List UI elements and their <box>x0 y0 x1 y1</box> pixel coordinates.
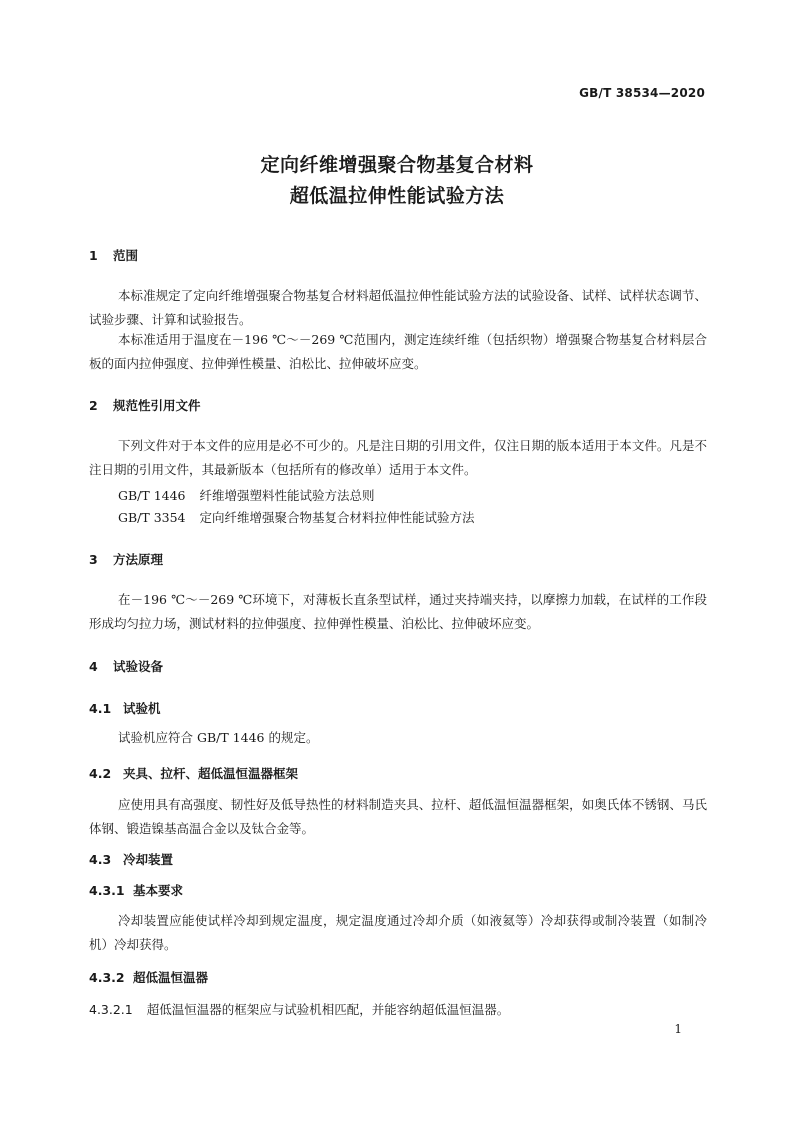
reference-title: 纤维增强塑料性能试验方法总则 <box>199 488 375 503</box>
standard-number: GB/T 38534—2020 <box>579 86 705 100</box>
clause-number: 4.3.2.1 <box>89 1002 133 1017</box>
section-number: 4.2 <box>89 766 112 781</box>
section-3-heading <box>89 550 163 568</box>
subsection-4-1-paragraph: 试验机应符合 GB/T 1446 的规定。 <box>118 730 319 745</box>
section-1-paragraph-2: 本标准适用于温度在－196 ℃～－269 ℃范围内，测定连续纤维（包括织物）增强聚合物基复合材料层合板的面内拉伸强度、拉伸弹性模量、泊松比、拉伸破坏应变。 <box>89 332 707 371</box>
section-title: 基本要求 <box>133 883 184 898</box>
section-2-paragraph-1: 下列文件对于本文件的应用是必不可少的。凡是注日期的引用文件，仅注日期的版本适用于本文件。凡是不注日期的引用文件，其最新版本（包括所有的修改单）适用于本文件。 <box>89 438 707 477</box>
normative-reference-2 <box>118 508 475 526</box>
section-title: 方法原理 <box>113 552 164 567</box>
document-title-line1: 定向纤维增强聚合物基复合材料 <box>260 154 534 176</box>
section-title: 规范性引用文件 <box>113 398 201 413</box>
reference-code: GB/T 3354 <box>118 510 186 525</box>
subsection-4-2-heading <box>89 764 298 782</box>
section-title: 冷却装置 <box>123 852 174 867</box>
normative-reference-1 <box>118 486 375 504</box>
clause-4-3-2-1 <box>89 1000 707 1018</box>
subsection-4-3-heading <box>89 850 173 868</box>
section-2-heading <box>89 396 201 414</box>
section-number: 4.3.2 <box>89 970 125 985</box>
document-title-line2: 超低温拉伸性能试验方法 <box>289 185 505 207</box>
section-title: 试验机 <box>123 701 161 716</box>
section-title: 范围 <box>113 248 139 263</box>
section-title: 试验设备 <box>113 659 164 674</box>
section-title: 超低温恒温器 <box>133 970 209 985</box>
section-number: 4.1 <box>89 701 112 716</box>
section-number: 1 <box>89 248 98 263</box>
section-number: 4 <box>89 659 98 674</box>
subsection-4-3-1-paragraph: 冷却装置应能使试样冷却到规定温度，规定温度通过冷却介质（如液氦等）冷却获得或制冷装置（如制冷机）冷却获得。 <box>89 913 707 952</box>
reference-code: GB/T 1446 <box>118 488 186 503</box>
clause-text: 超低温恒温器的框架应与试验机相匹配，并能容纳超低温恒温器。 <box>146 1002 510 1017</box>
section-1-heading <box>89 246 138 264</box>
section-3-paragraph-1: 在－196 ℃～－269 ℃环境下，对薄板长直条型试样，通过夹持端夹持，以摩擦力加载，在试样的工作段形成均匀拉力场，测试材料的拉伸强度、拉伸弹性模量、泊松比、拉伸破坏应变。 <box>89 592 707 631</box>
subsection-4-3-1-heading <box>89 881 183 899</box>
section-1-paragraph-1: 本标准规定了定向纤维增强聚合物基复合材料超低温拉伸性能试验方法的试验设备、试样、试样状态调节、试验步骤、计算和试验报告。 <box>89 288 707 327</box>
section-number: 2 <box>89 398 98 413</box>
subsection-4-1-heading <box>89 699 161 717</box>
subsection-4-2-paragraph: 应使用具有高强度、韧性好及低导热性的材料制造夹具、拉杆、超低温恒温器框架，如奥氏体不锈钢、马氏体钢、锻造镍基高温合金以及钛合金等。 <box>89 797 707 836</box>
page-number: 1 <box>674 1022 682 1036</box>
reference-title: 定向纤维增强聚合物基复合材料拉伸性能试验方法 <box>199 510 475 525</box>
section-number: 3 <box>89 552 98 567</box>
section-number: 4.3 <box>89 852 112 867</box>
section-4-heading <box>89 657 163 675</box>
section-title: 夹具、拉杆、超低温恒温器框架 <box>123 766 299 781</box>
section-number: 4.3.1 <box>89 883 125 898</box>
subsection-4-3-2-heading <box>89 968 208 986</box>
